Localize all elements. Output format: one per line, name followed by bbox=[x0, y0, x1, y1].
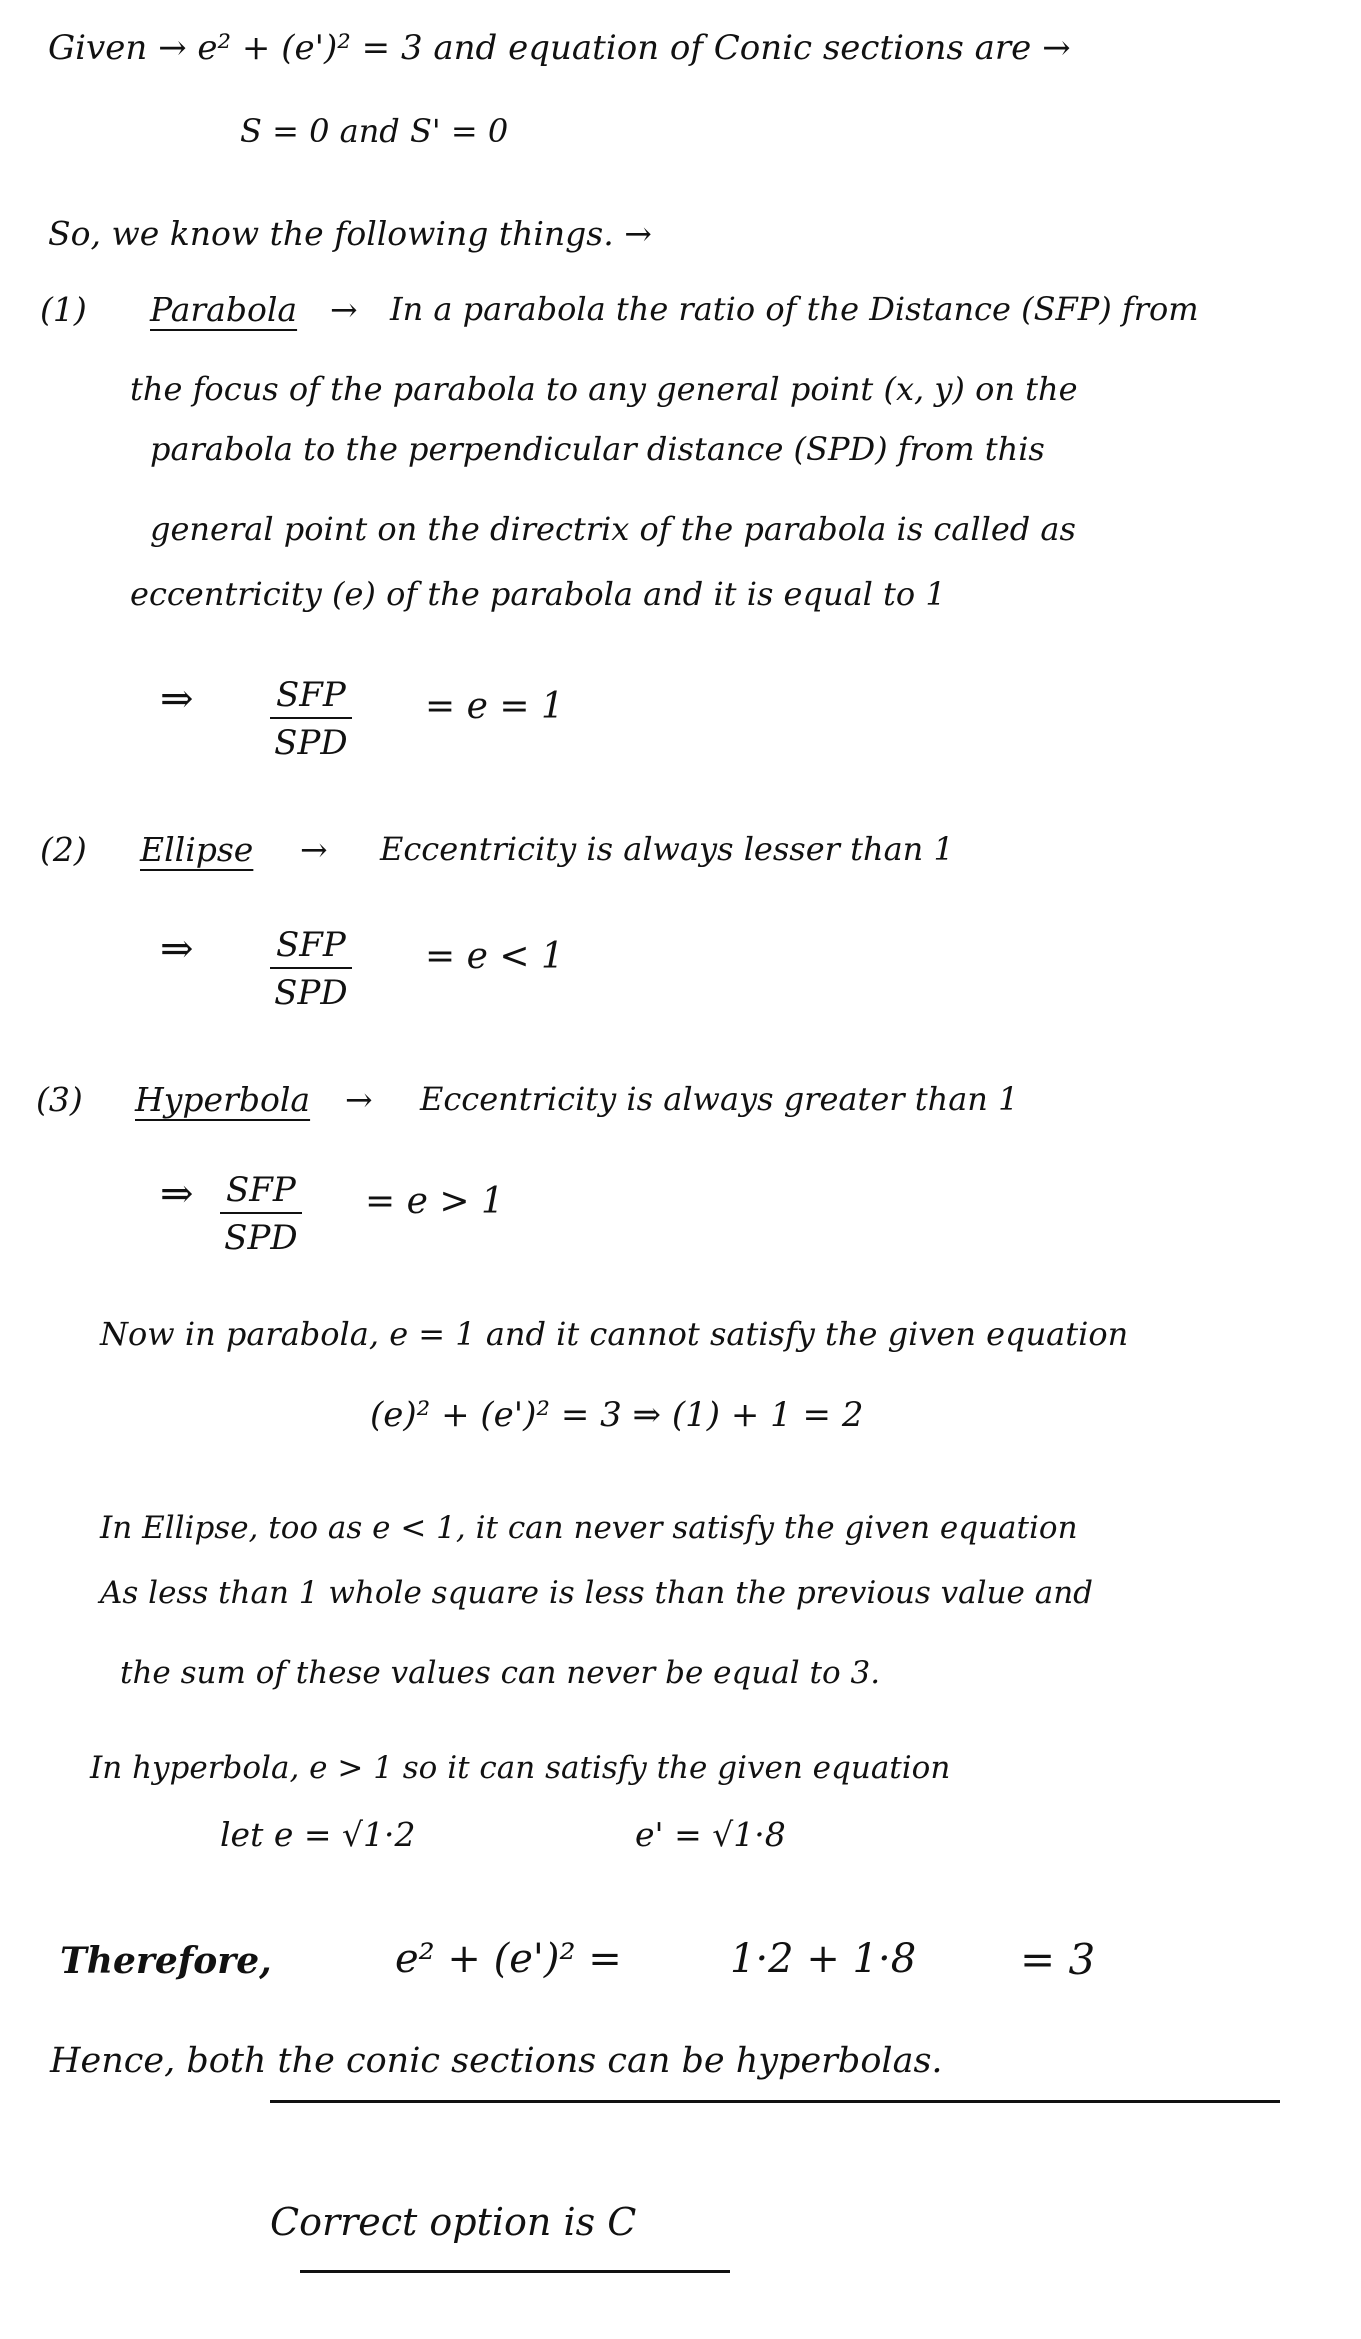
hence-line: Hence, both the conic sections can be hyperbolas. bbox=[50, 2041, 943, 2081]
parabola-result: = e = 1 bbox=[425, 686, 564, 727]
hyperbola-title: Hyperbola bbox=[135, 1080, 311, 1119]
analysis-parabola-2: (e)² + (e')² = 3 ⇒ (1) + 1 = 2 bbox=[370, 1395, 864, 1435]
analysis-ellipse-1: In Ellipse, too as e < 1, it can never satisfy the given equation bbox=[100, 1510, 1078, 1546]
ellipse-frac-den: SPD bbox=[274, 973, 348, 1013]
parabola-text-4: general point on the directrix of the parabola is called as bbox=[150, 510, 1076, 548]
hence-underline bbox=[270, 2100, 1280, 2103]
parabola-title: Parabola bbox=[150, 290, 298, 329]
analysis-hyperbola-let1: let e = √1·2 bbox=[220, 1815, 416, 1854]
ellipse-result: = e < 1 bbox=[425, 936, 564, 977]
parabola-arrow: → bbox=[330, 290, 358, 329]
analysis-ellipse-2: As less than 1 whole square is less than the previous value and bbox=[100, 1575, 1094, 1611]
hyperbola-frac-num: SFP bbox=[220, 1170, 302, 1214]
parabola-text-1: In a parabola the ratio of the Distance (SFP) from bbox=[390, 290, 1199, 328]
parabola-frac-num: SFP bbox=[270, 675, 352, 719]
therefore-result: = 3 bbox=[1020, 1935, 1096, 1984]
ellipse-frac-num: SFP bbox=[270, 925, 352, 969]
hyperbola-arrow: → bbox=[345, 1080, 373, 1119]
analysis-ellipse-3: the sum of these values can never be equal to 3. bbox=[120, 1655, 881, 1691]
ellipse-text: Eccentricity is always lesser than 1 bbox=[380, 830, 954, 868]
analysis-parabola-1: Now in parabola, e = 1 and it cannot satisfy the given equation bbox=[100, 1315, 1129, 1353]
analysis-hyperbola-let2: e' = √1·8 bbox=[635, 1815, 786, 1854]
therefore-equation: e² + (e')² = bbox=[395, 1936, 622, 1982]
hyperbola-implies: ⇒ bbox=[160, 1171, 194, 1217]
answer-line: Correct option is C bbox=[270, 2200, 637, 2244]
parabola-text-2: the focus of the parabola to any general point (x, y) on the bbox=[130, 370, 1078, 408]
given-line-2: S = 0 and S' = 0 bbox=[240, 112, 509, 150]
parabola-implies: ⇒ bbox=[160, 676, 194, 722]
ellipse-number: (2) bbox=[40, 830, 87, 869]
parabola-text-5: eccentricity (e) of the parabola and it is equal to 1 bbox=[130, 575, 946, 613]
therefore-label: Therefore, bbox=[60, 1940, 272, 1982]
hyperbola-text: Eccentricity is always greater than 1 bbox=[420, 1080, 1019, 1118]
ellipse-title: Ellipse bbox=[140, 830, 254, 869]
parabola-fraction bbox=[270, 675, 352, 763]
hyperbola-fraction bbox=[220, 1170, 302, 1258]
hyperbola-frac-den: SPD bbox=[224, 1218, 298, 1258]
therefore-values: 1·2 + 1·8 bbox=[730, 1936, 917, 1982]
intro-line: So, we know the following things. → bbox=[48, 214, 652, 253]
answer-underline bbox=[300, 2270, 730, 2273]
hyperbola-number: (3) bbox=[36, 1080, 83, 1119]
ellipse-arrow: → bbox=[300, 830, 328, 869]
hyperbola-result: = e > 1 bbox=[365, 1181, 504, 1222]
ellipse-fraction bbox=[270, 925, 352, 1013]
given-line-1: Given → e² + (e')² = 3 and equation of Conic sections are → bbox=[48, 28, 1071, 68]
analysis-hyperbola-1: In hyperbola, e > 1 so it can satisfy the given equation bbox=[90, 1750, 951, 1786]
ellipse-implies: ⇒ bbox=[160, 926, 194, 972]
parabola-frac-den: SPD bbox=[274, 723, 348, 763]
parabola-number: (1) bbox=[40, 290, 87, 329]
parabola-text-3: parabola to the perpendicular distance (SPD) from this bbox=[150, 430, 1045, 468]
